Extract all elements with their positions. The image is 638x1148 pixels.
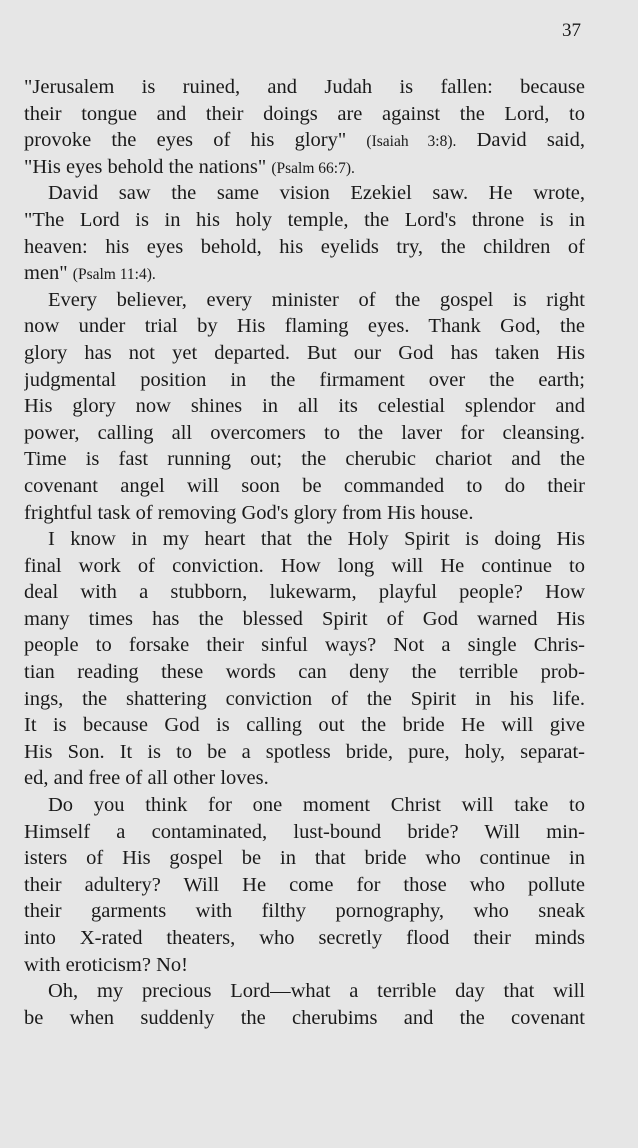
text-run: frightful task of removing God's glory from His house.	[24, 501, 474, 524]
text-line	[24, 127, 585, 154]
text-run: judgmental position in the firmament over the earth;	[24, 368, 585, 391]
text-line	[24, 154, 585, 181]
text-run: be when suddenly the cherubims and the covenant	[24, 1006, 585, 1029]
text-run: Himself a contaminated, lust-bound bride? Will min-	[24, 820, 585, 843]
text-line	[24, 712, 585, 739]
text-run: "His eyes behold the nations"	[24, 155, 272, 178]
paragraph	[24, 287, 585, 526]
paragraph	[24, 180, 585, 286]
text-line	[24, 446, 585, 473]
text-run: final work of conviction. How long will He continue to	[24, 554, 585, 577]
text-run: ed, and free of all other loves.	[24, 767, 269, 790]
text-run: their tongue and their doings are against the Lord, to	[24, 102, 585, 125]
text-run: heaven: his eyes behold, his eyelids try, the children of	[24, 235, 585, 258]
text-run: His glory now shines in all its celestial splendor and	[24, 395, 585, 418]
text-run: their garments with filthy pornography, who sneak	[24, 900, 585, 923]
text-run: It is because God is calling out the bride He will give	[24, 714, 585, 737]
text-line	[24, 872, 585, 899]
text-line	[24, 420, 585, 447]
text-run: deal with a stubborn, lukewarm, playful people? How	[24, 581, 585, 604]
scripture-citation: (Isaiah 3:8).	[366, 133, 457, 151]
text-run: power, calling all overcomers to the laver for cleansing.	[24, 421, 585, 444]
text-line	[24, 526, 585, 553]
text-run: covenant angel will soon be commanded to do their	[24, 474, 585, 497]
text-run: Do you think for one moment Christ will take to	[48, 794, 585, 817]
text-run: Every believer, every minister of the gospel is right	[48, 288, 585, 311]
text-run: now under trial by His flaming eyes. Thank God, the	[24, 315, 585, 338]
text-line	[24, 367, 585, 394]
text-line	[24, 313, 585, 340]
text-line	[24, 553, 585, 580]
page-number: 37	[562, 20, 581, 41]
text-run: I know in my heart that the Holy Spirit is doing His	[48, 528, 585, 551]
scripture-citation: (Psalm 11:4).	[72, 266, 156, 284]
text-line	[24, 180, 585, 207]
text-line	[24, 500, 585, 527]
scripture-citation: (Psalm 66:7).	[271, 159, 355, 177]
body-text	[24, 74, 585, 1031]
text-run: isters of His gospel be in that bride who continue in	[24, 847, 585, 870]
text-run: people to forsake their sinful ways? Not a single Chris-	[24, 634, 585, 657]
paragraph	[24, 978, 585, 1031]
text-run: "The Lord is in his holy temple, the Lord's throne is in	[24, 208, 585, 231]
text-line	[24, 260, 585, 287]
text-run: into X-rated theaters, who secretly flood their minds	[24, 927, 585, 949]
text-line	[24, 819, 585, 846]
text-line	[24, 632, 585, 659]
text-run: glory has not yet departed. But our God has taken His	[24, 341, 585, 364]
text-line	[24, 234, 585, 261]
text-line	[24, 473, 585, 500]
text-line	[24, 952, 585, 979]
text-line	[24, 898, 585, 925]
paragraph	[24, 526, 585, 792]
text-run: "Jerusalem is ruined, and Judah is fallen: because	[24, 76, 585, 98]
text-line	[24, 1005, 585, 1032]
text-run: Time is fast running out; the cherubic chariot and the	[24, 448, 585, 471]
text-line	[24, 739, 585, 766]
text-run: their adultery? Will He come for those who pollute	[24, 873, 585, 896]
text-line	[24, 101, 585, 128]
text-line	[24, 686, 585, 713]
text-run: many times has the blessed Spirit of God warned His	[24, 607, 585, 630]
text-line	[24, 207, 585, 234]
text-line	[24, 792, 585, 819]
text-run: ings, the shattering conviction of the Spirit in his life.	[24, 687, 585, 710]
text-line	[24, 606, 585, 633]
text-line	[24, 659, 585, 686]
text-line	[24, 845, 585, 872]
text-run: David said,	[456, 129, 585, 152]
text-line	[24, 393, 585, 420]
text-line	[24, 287, 585, 314]
text-run: with eroticism? No!	[24, 953, 188, 976]
paragraph	[24, 74, 585, 180]
text-line	[24, 74, 585, 101]
text-run: His Son. It is to be a spotless bride, pure, holy, separat-	[24, 740, 585, 763]
text-line	[24, 579, 585, 606]
text-run: provoke the eyes of his glory"	[24, 129, 367, 152]
text-run: Oh, my precious Lord—what a terrible day that will	[48, 980, 585, 1003]
text-line	[24, 765, 585, 792]
text-run: men"	[24, 262, 73, 285]
text-line	[24, 978, 585, 1005]
text-line	[24, 340, 585, 367]
text-run: David saw the same vision Ezekiel saw. He wrote,	[48, 182, 585, 205]
text-line	[24, 925, 585, 952]
paragraph	[24, 792, 585, 978]
text-run: tian reading these words can deny the terrible prob-	[24, 661, 585, 684]
